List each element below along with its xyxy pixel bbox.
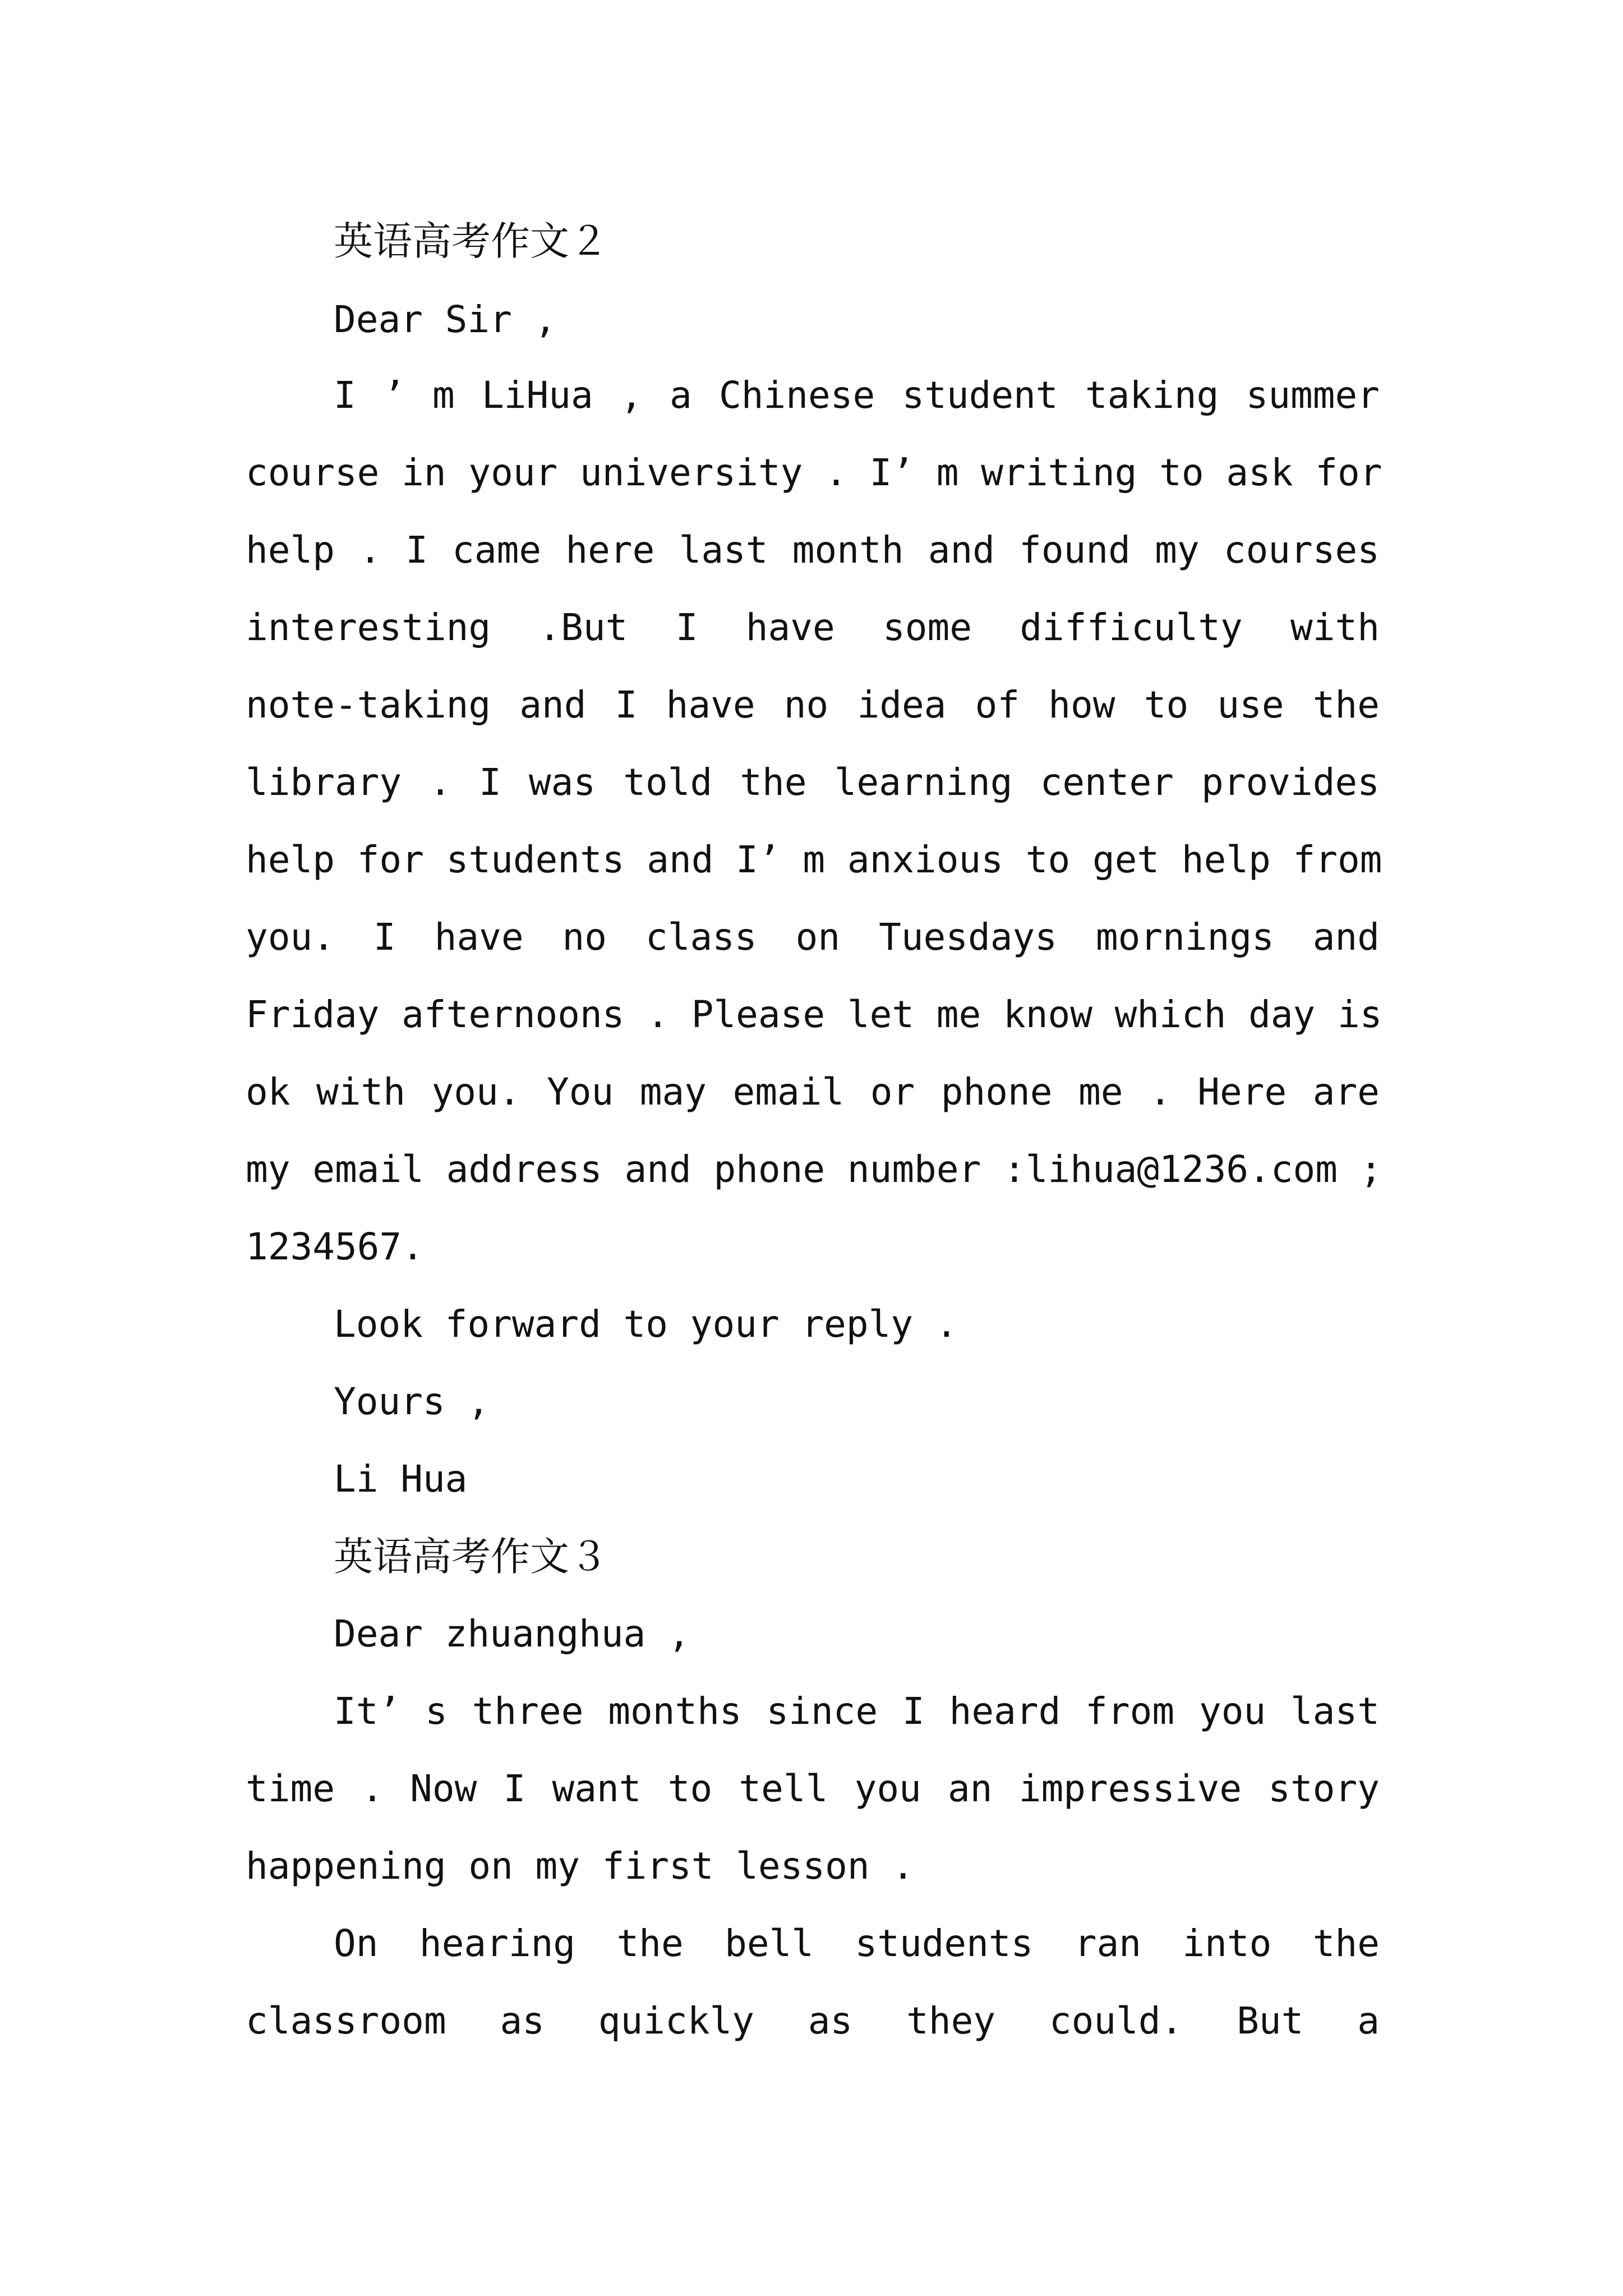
essay3-salutation: Dear zhuanghua , [334,1612,690,1655]
essay2-heading: 英语高考作文２ [334,218,608,264]
essay2-signoff: Yours , [334,1380,490,1423]
essay2-p1-line-4: interesting .But I have some difficulty with [246,606,1380,649]
essay2-p1-line-6: library . I was told the learning center provides [246,761,1380,804]
essay2-p1-line-8: you. I have no class on Tuesdays mornings and [246,915,1380,959]
essay2-signature: Li Hua [334,1457,468,1501]
essay2-p1-line-5: note-taking and I have no idea of how to use the [246,683,1380,726]
essay2-p1-line-9: Friday afternoons . Please let me know which day is [246,993,1382,1036]
essay3-p2-line-2: classroom as quickly as they could. But a [246,1999,1380,2042]
essay2-p1-line-12: 1234567. [246,1225,424,1268]
essay3-p1-line-1: It’ s three months since I heard from you last [334,1690,1380,1733]
essay2-p1-line-10: ok with you. You may email or phone me . Here are [246,1070,1380,1114]
essay2-p1-line-11: my email address and phone number :lihua@1236.com ; [246,1148,1382,1191]
essay3-p1-line-2: time . Now I want to tell you an impressive story [246,1767,1380,1810]
essay3-p1-line-3: happening on my first lesson . [246,1844,915,1888]
essay3-p2-line-1: On hearing the bell students ran into the [334,1922,1380,1965]
essay3-heading: 英语高考作文３ [334,1534,608,1580]
essay2-p1-line-3: help . I came here last month and found my courses [246,528,1380,572]
essay2-closing: Look forward to your reply . [334,1303,958,1346]
essay2-p1-line-2: course in your university . I’ m writing to ask for [246,451,1382,494]
essay2-p1-line-1: I ’ m LiHua , a Chinese student taking summer [334,374,1380,417]
essay2-p1-line-7: help for students and I’ m anxious to get help from [246,838,1382,881]
essay2-salutation: Dear Sir , [334,298,557,341]
